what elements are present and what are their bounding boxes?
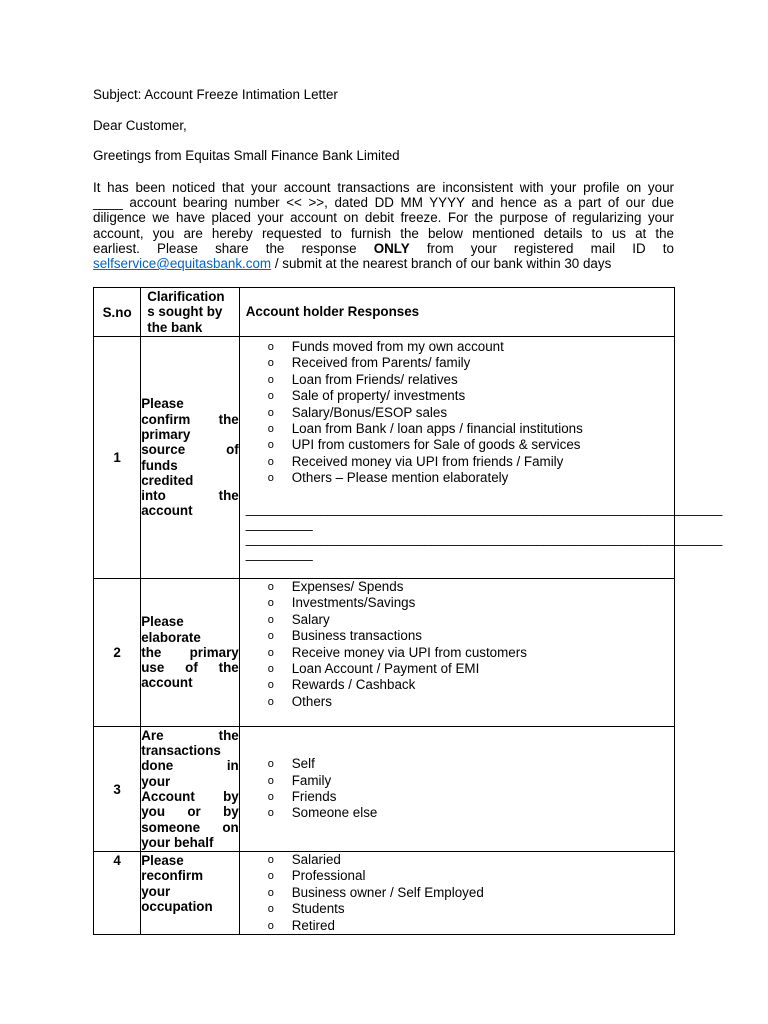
question-line: account bbox=[141, 675, 193, 691]
question-line: someone on bbox=[141, 819, 239, 835]
circle-bullet-icon: o bbox=[267, 870, 274, 883]
circle-bullet-icon: o bbox=[267, 791, 274, 803]
question-line: confirm the bbox=[141, 411, 239, 427]
clarification-table bbox=[93, 287, 723, 935]
question-line: your bbox=[141, 883, 171, 899]
circle-bullet-icon: o bbox=[267, 695, 274, 708]
option-item[interactable] bbox=[240, 421, 674, 437]
row-number: 3 bbox=[94, 727, 141, 852]
circle-bullet-icon: o bbox=[267, 854, 274, 866]
question-line: Please bbox=[141, 396, 184, 412]
option-item[interactable] bbox=[240, 677, 674, 693]
option-label: Others – Please mention elaborately bbox=[291, 470, 509, 486]
option-label: Someone else bbox=[291, 805, 378, 821]
option-label: Business transactions bbox=[291, 628, 422, 644]
circle-bullet-icon: o bbox=[267, 597, 274, 610]
question-line: source of bbox=[141, 442, 239, 458]
table-row bbox=[94, 852, 675, 935]
option-label: Loan from Friends/ relatives bbox=[291, 371, 458, 387]
option-label: Rewards / Cashback bbox=[291, 677, 416, 693]
option-item[interactable] bbox=[240, 918, 674, 934]
responses-cell bbox=[239, 727, 674, 852]
option-item[interactable] bbox=[240, 805, 674, 821]
question-cell bbox=[141, 579, 240, 727]
header-clarification bbox=[141, 288, 240, 337]
circle-bullet-icon: o bbox=[267, 807, 274, 820]
circle-bullet-icon: o bbox=[267, 758, 274, 771]
question-line: done in bbox=[141, 758, 239, 774]
row-number: 2 bbox=[94, 579, 141, 727]
option-label: Salaried bbox=[291, 852, 341, 867]
greeting-line: Greetings from Equitas Small Finance Bank Limited bbox=[93, 148, 400, 163]
write-in-line[interactable]: ________________________________________________________________ bbox=[245, 500, 723, 516]
question-cell bbox=[141, 727, 240, 852]
circle-bullet-icon: o bbox=[267, 903, 274, 916]
option-label: Students bbox=[291, 901, 345, 917]
circle-bullet-icon: o bbox=[267, 581, 274, 593]
question-line: into the bbox=[141, 488, 239, 504]
option-label: Retired bbox=[291, 917, 335, 933]
circle-bullet-icon: o bbox=[267, 613, 274, 626]
option-item[interactable] bbox=[240, 579, 674, 595]
option-item[interactable] bbox=[240, 454, 674, 470]
option-item[interactable] bbox=[240, 885, 674, 901]
option-label: Business owner / Self Employed bbox=[291, 884, 484, 900]
row-number: 1 bbox=[94, 337, 141, 579]
option-label: Loan from Bank / loan apps / financial institutions bbox=[291, 420, 583, 436]
circle-bullet-icon: o bbox=[267, 472, 274, 485]
circle-bullet-icon: o bbox=[267, 357, 274, 370]
write-in-line[interactable]: ________________________________________________________________ bbox=[245, 530, 723, 546]
circle-bullet-icon: o bbox=[267, 422, 274, 435]
option-label: Funds moved from my own account bbox=[291, 339, 504, 354]
header-sno: S.no bbox=[94, 288, 141, 337]
circle-bullet-icon: o bbox=[267, 662, 274, 675]
option-item[interactable] bbox=[240, 628, 674, 644]
row-number: 4 bbox=[94, 852, 141, 935]
option-label: Received money via UPI from friends / Family bbox=[291, 453, 564, 469]
circle-bullet-icon: o bbox=[267, 886, 274, 899]
option-item[interactable] bbox=[240, 470, 674, 486]
option-item[interactable] bbox=[240, 868, 674, 884]
circle-bullet-icon: o bbox=[267, 406, 274, 419]
header-responses: Account holder Responses bbox=[239, 288, 674, 337]
option-item[interactable] bbox=[240, 355, 674, 371]
option-item[interactable] bbox=[240, 339, 674, 355]
option-item[interactable] bbox=[240, 612, 674, 628]
question-line: transactions bbox=[141, 743, 221, 759]
circle-bullet-icon: o bbox=[267, 390, 274, 403]
option-label: Salary/Bonus/ESOP sales bbox=[291, 404, 448, 420]
question-line: elaborate bbox=[141, 629, 201, 645]
only-emphasis: ONLY bbox=[373, 240, 410, 256]
question-line: reconfirm bbox=[141, 868, 203, 884]
circle-bullet-icon: o bbox=[267, 679, 274, 692]
circle-bullet-icon: o bbox=[267, 373, 274, 386]
option-item[interactable] bbox=[240, 661, 674, 677]
option-item[interactable] bbox=[240, 789, 674, 805]
responses-cell bbox=[239, 852, 674, 935]
header-clarification-line: s sought by bbox=[147, 304, 223, 320]
question-line: your behalf bbox=[141, 834, 214, 850]
question-cell bbox=[141, 852, 240, 935]
options-list bbox=[240, 339, 674, 487]
option-item[interactable] bbox=[240, 694, 674, 710]
question-line: Account by bbox=[141, 789, 239, 804]
table-row bbox=[94, 337, 675, 579]
paragraph-line: ____ account bearing number << >>, dated DD MM YYYY and hence as a part of our due bbox=[93, 195, 674, 211]
paragraph-text: earliest. Please share the response bbox=[93, 240, 357, 256]
responses-cell bbox=[239, 337, 723, 579]
option-item[interactable] bbox=[240, 388, 674, 404]
option-item[interactable] bbox=[240, 645, 674, 661]
option-item[interactable] bbox=[240, 437, 674, 453]
paragraph-text: from your registered mail ID to bbox=[426, 240, 674, 256]
question-line: funds bbox=[141, 457, 178, 473]
circle-bullet-icon: o bbox=[267, 919, 274, 932]
table-row bbox=[94, 579, 675, 727]
paragraph-line: It has been noticed that your account transactions are inconsistent with your profile on your bbox=[93, 180, 674, 195]
question-line: Please bbox=[141, 853, 184, 868]
circle-bullet-icon: o bbox=[267, 630, 274, 643]
circle-bullet-icon: o bbox=[267, 439, 274, 452]
header-clarification-line: the bank bbox=[147, 319, 203, 335]
question-cell bbox=[141, 337, 240, 579]
option-label: Others bbox=[291, 693, 332, 709]
subject-line: Subject: Account Freeze Intimation Letter bbox=[93, 87, 338, 102]
option-label: Salary bbox=[291, 611, 330, 627]
options-list bbox=[240, 756, 674, 822]
salutation: Dear Customer, bbox=[93, 118, 187, 133]
paragraph-line bbox=[93, 256, 674, 271]
options-list bbox=[240, 852, 674, 934]
question-line: you or by bbox=[141, 804, 239, 820]
option-item[interactable] bbox=[240, 372, 674, 388]
write-in-line[interactable]: _________ bbox=[245, 515, 313, 531]
option-label: Sale of property/ investments bbox=[291, 388, 466, 404]
circle-bullet-icon: o bbox=[267, 774, 274, 787]
write-in-line[interactable]: _________ bbox=[245, 546, 313, 562]
responses-cell bbox=[239, 579, 674, 727]
option-item[interactable] bbox=[240, 901, 674, 917]
question-line: credited bbox=[141, 472, 194, 488]
question-line: use of the bbox=[141, 660, 239, 676]
option-item[interactable] bbox=[240, 852, 674, 868]
paragraph-line: account, you are hereby requested to furnish the below mentioned details to us at the bbox=[93, 225, 674, 241]
question-line: Are the bbox=[141, 727, 239, 743]
option-label: Investments/Savings bbox=[291, 595, 416, 611]
option-label: Professional bbox=[291, 868, 366, 884]
option-item[interactable] bbox=[240, 595, 674, 611]
paragraph-line bbox=[93, 241, 674, 256]
paragraph-line: diligence we have placed your account on debit freeze. For the purpose of regularizing your bbox=[93, 210, 674, 226]
option-item[interactable] bbox=[240, 405, 674, 421]
option-label: Receive money via UPI from customers bbox=[291, 644, 527, 660]
notice-paragraph bbox=[93, 180, 674, 271]
header-clarification-line: Clarification bbox=[147, 289, 225, 305]
question-line: your bbox=[141, 773, 171, 789]
question-line: occupation bbox=[141, 898, 213, 914]
option-label: Loan Account / Payment of EMI bbox=[291, 660, 480, 676]
circle-bullet-icon: o bbox=[267, 455, 274, 468]
table-header-row bbox=[94, 288, 675, 337]
circle-bullet-icon: o bbox=[267, 646, 274, 659]
option-label: Received from Parents/ family bbox=[291, 355, 471, 371]
circle-bullet-icon: o bbox=[267, 341, 274, 353]
question-line: Please bbox=[141, 614, 184, 630]
option-label: Self bbox=[291, 756, 315, 772]
option-item[interactable] bbox=[240, 773, 674, 789]
email-link[interactable]: selfservice@equitasbank.com bbox=[93, 255, 272, 271]
option-label: UPI from customers for Sale of goods & services bbox=[291, 437, 581, 453]
option-label: Expenses/ Spends bbox=[291, 579, 404, 594]
table-row bbox=[94, 727, 675, 852]
paragraph-text: / submit at the nearest branch of our bank within 30 days bbox=[271, 255, 612, 271]
options-list bbox=[240, 579, 674, 710]
question-line: primary bbox=[141, 426, 191, 442]
question-line: the primary bbox=[141, 644, 239, 660]
option-label: Family bbox=[291, 772, 332, 788]
option-label: Friends bbox=[291, 789, 337, 804]
question-line: account bbox=[141, 503, 193, 519]
option-item[interactable] bbox=[240, 756, 674, 772]
